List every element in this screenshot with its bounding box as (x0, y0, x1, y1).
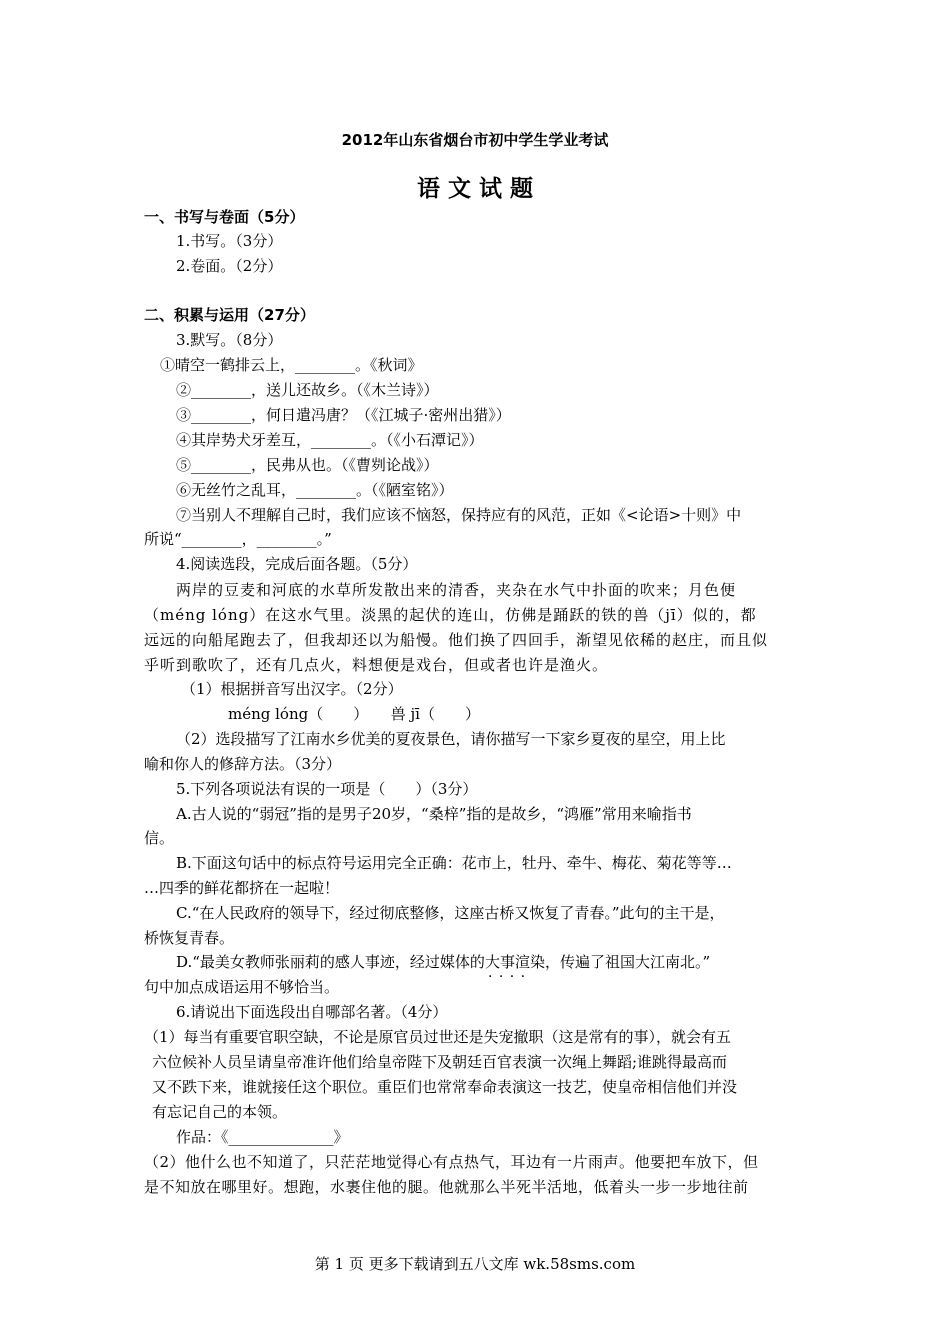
q4-passage-line: （méng lóng）在这水气里。淡黑的起伏的连山，仿佛是踊跃的铁的兽（jī）似的，都 (144, 606, 757, 624)
q5-option-line: 句中加点成语运用不够恰当。 (144, 978, 340, 996)
q3-line: 所说“________，________。” (144, 530, 332, 548)
q5-option-line: 桥恢复青春。 (144, 929, 235, 947)
q6-work-answer: 作品：《______________》 (176, 1128, 349, 1146)
q6-passage-line: 又不跌下来，谁就接任这个职位。重臣们也常常奉命表演这一技艺，使皇帝相信他们并没 (152, 1078, 738, 1096)
page-footer: 第 1 页 更多下载请到五八文库 wk.58sms.com (314, 1255, 636, 1273)
q6-passage-line: 有忘记自己的本领。 (152, 1103, 288, 1121)
q5-d-post: ，传遍了祖国大江南北。” (544, 953, 711, 971)
q3-line: ⑤________，民弗从也。（《曹刿论战》） (176, 456, 439, 474)
q4-sub1: （1）根据拼音写出汉字。（2分） (181, 680, 403, 698)
q4-sub1-blanks: méng lóng（ ） 兽 jī（ ） (228, 705, 480, 723)
q5-d-pre: D.“最美女教师张丽莉的感人事迹，经过媒体的 (176, 953, 485, 971)
q6-passage-line: （2）他什么也不知道了，只茫茫地觉得心有点热气，耳边有一片雨声。他要把车放下，但 (144, 1153, 759, 1171)
exam-title: 2012年山东省烟台市初中学生学业考试 (341, 131, 609, 149)
q3-line: ⑥无丝竹之乱耳，________。（《陋室铭》） (176, 481, 454, 499)
q5-title: 5.下列各项说法有误的一项是（ ）（3分） (176, 780, 478, 798)
q5-d-dotted-idiom: 大事渲染 · · · · (485, 953, 545, 971)
q4-sub2-line: 喻和你人的修辞方法。（3分） (144, 755, 342, 773)
section-1-heading: 一、书写与卷面（5分） (144, 208, 305, 226)
q4-sub2-line: （2）选段描写了江南水乡优美的夏夜景色，请你描写一下家乡夏夜的星空，用上比 (176, 730, 726, 748)
section-2-heading: 二、积累与运用（27分） (144, 306, 315, 324)
q5-option-line: 信。 (144, 829, 175, 847)
q5-option-line: A.古人说的“弱冠”指的是男子20岁，“桑梓”指的是故乡，“鸿雁”常用来喻指书 (176, 805, 692, 823)
q5-option-d (176, 950, 710, 974)
q6-title: 6.请说出下面选段出自哪部名著。（4分） (176, 1003, 448, 1021)
q3-line: ⑦当别人不理解自己时，我们应该不恼怒，保持应有的风范，正如《<论语>十则》中 (176, 506, 742, 524)
q6-passage-line: 六位候补人员呈请皇帝准许他们给皇帝陛下及朝廷百官表演一次绳上舞蹈;谁跳得最高而 (152, 1053, 728, 1071)
q6-passage-line: 是不知放在哪里好。想跑，水裹住他的腿。他就那么半死半活地，低着头一步一步地往前 (144, 1178, 749, 1196)
section-1-item: 2.卷面。（2分） (176, 257, 283, 275)
q3-title: 3.默写。（8分） (176, 331, 283, 349)
q4-title: 4.阅读选段，完成后面各题。（5分） (176, 555, 418, 573)
subject-title: 语 文 试 题 (416, 176, 534, 202)
q6-passage-line: （1）每当有重要官职空缺，不论是原官员过世还是失宠撤职（这是常有的事），就会有五 (144, 1028, 732, 1046)
section-1-item: 1.书写。（3分） (176, 232, 283, 250)
q5-option-line: …四季的鲜花都挤在一起啦！ (144, 879, 340, 897)
q3-line: ①晴空一鹤排云上，________。《秋词》 (160, 356, 423, 374)
q5-option-line: B.下面这句话中的标点符号运用完全正确：花市上，牡丹、牵牛、梅花、菊花等等… (176, 854, 732, 872)
q3-line: ②________，送儿还故乡。（《木兰诗》） (176, 381, 439, 399)
q4-passage-line: 远远的向船尾跑去了，但我却还以为船慢。他们换了四回手，渐望见依稀的赵庄，而且似 (144, 631, 769, 649)
q3-line: ④其岸势犬牙差互，________。（《小石潭记》） (176, 431, 484, 449)
q5-option-line: C.“在人民政府的领导下，经过彻底整修，这座古桥又恢复了青春。”此句的主干是， (176, 904, 725, 922)
q4-passage-line: 两岸的豆麦和河底的水草所发散出来的清香，夹杂在水气中扑面的吹来；月色便 (176, 581, 737, 599)
q3-line: ③________，何日遣冯唐？（《江城子·密州出猎》） (176, 406, 511, 424)
q4-passage-line: 乎听到歌吹了，还有几点火，料想便是戏台，但或者也许是渔火。 (144, 656, 609, 674)
